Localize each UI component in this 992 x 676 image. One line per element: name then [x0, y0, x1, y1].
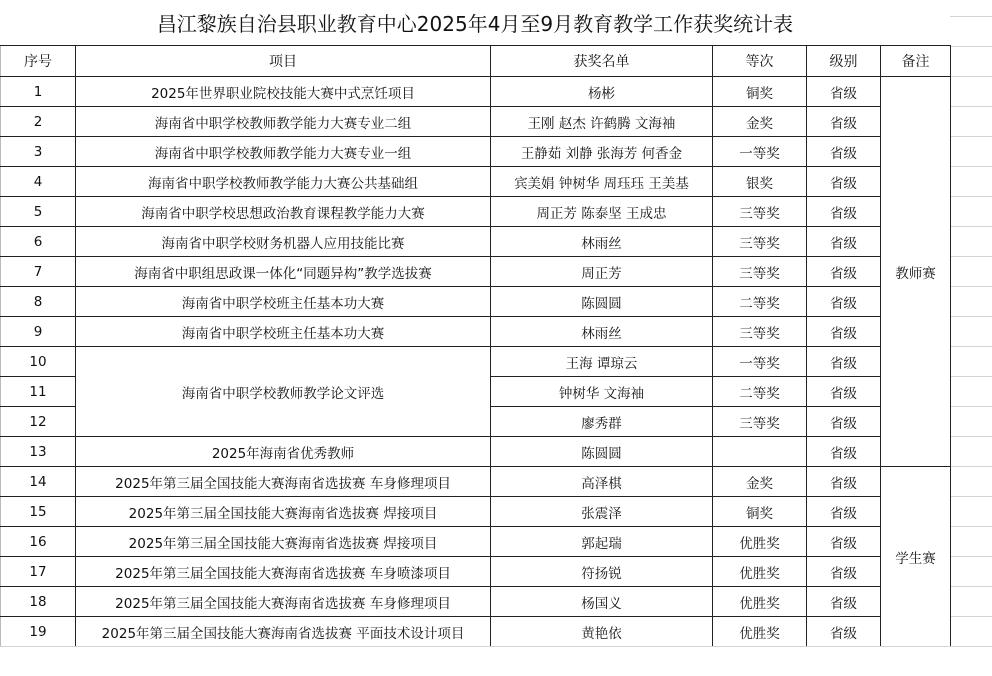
project-cell[interactable]: 2025年第三届全国技能大赛海南省选拔赛 车身修理项目 — [76, 587, 491, 617]
row-number[interactable]: 1 — [1, 77, 76, 107]
remark-student[interactable]: 学生赛 — [881, 467, 951, 647]
row-number[interactable]: 3 — [1, 137, 76, 167]
level-cell[interactable]: 省级 — [807, 287, 881, 317]
header-project[interactable]: 项目 — [76, 46, 491, 77]
row-number[interactable]: 4 — [1, 167, 76, 197]
table-row — [1, 167, 951, 197]
rank-cell[interactable]: 二等奖 — [713, 377, 807, 407]
header-no[interactable]: 序号 — [1, 46, 76, 77]
table-row — [1, 77, 951, 107]
header-level[interactable]: 级别 — [807, 46, 881, 77]
award-names-cell[interactable]: 宾美娟 钟树华 周珏珏 王美基 — [491, 167, 713, 197]
table-row — [1, 227, 951, 257]
award-names-cell[interactable]: 林雨丝 — [491, 227, 713, 257]
header-names[interactable]: 获奖名单 — [491, 46, 713, 77]
award-names-cell[interactable]: 王刚 赵杰 许鹤腾 文海袖 — [491, 107, 713, 137]
project-cell[interactable]: 2025年第三届全国技能大赛海南省选拔赛 车身喷漆项目 — [76, 557, 491, 587]
rank-cell[interactable]: 一等奖 — [713, 137, 807, 167]
rank-cell[interactable]: 优胜奖 — [713, 557, 807, 587]
level-cell[interactable]: 省级 — [807, 467, 881, 497]
row-number[interactable]: 8 — [1, 287, 76, 317]
project-cell[interactable]: 海南省中职学校班主任基本功大赛 — [76, 317, 491, 347]
row-number[interactable]: 19 — [1, 617, 76, 647]
level-cell[interactable]: 省级 — [807, 377, 881, 407]
level-cell[interactable]: 省级 — [807, 557, 881, 587]
level-cell[interactable]: 省级 — [807, 227, 881, 257]
row-number[interactable]: 12 — [1, 407, 76, 437]
project-cell[interactable]: 海南省中职学校财务机器人应用技能比赛 — [76, 227, 491, 257]
table-row — [1, 467, 951, 497]
level-cell[interactable]: 省级 — [807, 107, 881, 137]
award-names-cell[interactable]: 王静茹 刘静 张海芳 何香金 — [491, 137, 713, 167]
award-names-cell[interactable]: 廖秀群 — [491, 407, 713, 437]
header-remark[interactable]: 备注 — [881, 46, 951, 77]
project-cell[interactable]: 海南省中职组思政课一体化“同题异构”教学选拔赛 — [76, 257, 491, 287]
table-row — [1, 437, 951, 467]
row-number[interactable]: 15 — [1, 497, 76, 527]
rank-cell[interactable]: 三等奖 — [713, 317, 807, 347]
award-names-cell[interactable]: 钟树华 文海袖 — [491, 377, 713, 407]
award-names-cell[interactable]: 郭起瑞 — [491, 527, 713, 557]
table-row — [1, 497, 951, 527]
project-cell[interactable]: 海南省中职学校思想政治教育课程教学能力大赛 — [76, 197, 491, 227]
award-names-cell[interactable]: 周正芳 — [491, 257, 713, 287]
empty-row — [0, 646, 992, 676]
row-number[interactable]: 18 — [1, 587, 76, 617]
award-names-cell[interactable]: 陈圆圆 — [491, 437, 713, 467]
rank-cell[interactable]: 金奖 — [713, 467, 807, 497]
row-number[interactable]: 6 — [1, 227, 76, 257]
level-cell[interactable]: 省级 — [807, 527, 881, 557]
level-cell[interactable]: 省级 — [807, 587, 881, 617]
award-names-cell[interactable]: 高泽棋 — [491, 467, 713, 497]
rank-cell[interactable] — [713, 437, 807, 467]
project-cell[interactable]: 海南省中职学校班主任基本功大赛 — [76, 287, 491, 317]
project-cell[interactable]: 2025年世界职业院校技能大赛中式烹饪项目 — [76, 77, 491, 107]
row-number[interactable]: 13 — [1, 437, 76, 467]
table-row — [1, 557, 951, 587]
rank-cell[interactable]: 二等奖 — [713, 287, 807, 317]
row-number[interactable]: 17 — [1, 557, 76, 587]
row-number[interactable]: 10 — [1, 347, 76, 377]
level-cell[interactable]: 省级 — [807, 317, 881, 347]
row-number[interactable]: 7 — [1, 257, 76, 287]
row-number[interactable]: 5 — [1, 197, 76, 227]
project-cell[interactable]: 2025年海南省优秀教师 — [76, 437, 491, 467]
project-cell[interactable]: 2025年第三届全国技能大赛海南省选拔赛 焊接项目 — [76, 497, 491, 527]
level-cell[interactable]: 省级 — [807, 407, 881, 437]
rank-cell[interactable]: 优胜奖 — [713, 617, 807, 647]
level-cell[interactable]: 省级 — [807, 347, 881, 377]
header-rank[interactable]: 等次 — [713, 46, 807, 77]
project-cell[interactable]: 海南省中职学校教师教学论文评选 — [76, 347, 491, 437]
row-number[interactable]: 14 — [1, 467, 76, 497]
table-row — [1, 617, 951, 647]
table-row — [1, 587, 951, 617]
header-row — [1, 46, 951, 77]
project-cell[interactable]: 海南省中职学校教师教学能力大赛专业一组 — [76, 137, 491, 167]
rank-cell[interactable]: 优胜奖 — [713, 527, 807, 557]
row-number[interactable]: 11 — [1, 377, 76, 407]
table-row — [1, 197, 951, 227]
table-row — [1, 527, 951, 557]
award-names-cell[interactable]: 杨国义 — [491, 587, 713, 617]
rank-cell[interactable]: 铜奖 — [713, 77, 807, 107]
rank-cell[interactable]: 铜奖 — [713, 497, 807, 527]
table-row — [1, 287, 951, 317]
award-names-cell[interactable]: 林雨丝 — [491, 317, 713, 347]
level-cell[interactable]: 省级 — [807, 497, 881, 527]
level-cell[interactable]: 省级 — [807, 167, 881, 197]
award-names-cell[interactable]: 陈圆圆 — [491, 287, 713, 317]
rank-cell[interactable]: 三等奖 — [713, 197, 807, 227]
award-names-cell[interactable]: 杨彬 — [491, 77, 713, 107]
award-names-cell[interactable]: 王海 谭琼云 — [491, 347, 713, 377]
row-number[interactable]: 2 — [1, 107, 76, 137]
award-names-cell[interactable]: 周正芳 陈泰坚 王成忠 — [491, 197, 713, 227]
award-names-cell[interactable]: 符扬锐 — [491, 557, 713, 587]
rank-cell[interactable]: 金奖 — [713, 107, 807, 137]
table-row — [1, 347, 951, 377]
rank-cell[interactable]: 银奖 — [713, 167, 807, 197]
table-row — [1, 257, 951, 287]
level-cell[interactable]: 省级 — [807, 437, 881, 467]
project-cell[interactable]: 海南省中职学校教师教学能力大赛专业二组 — [76, 107, 491, 137]
rank-cell[interactable]: 优胜奖 — [713, 587, 807, 617]
empty-grid-column — [950, 0, 992, 675]
table-row — [1, 317, 951, 347]
rank-cell[interactable]: 三等奖 — [713, 257, 807, 287]
award-names-cell[interactable]: 黄艳依 — [491, 617, 713, 647]
level-cell[interactable]: 省级 — [807, 257, 881, 287]
level-cell[interactable]: 省级 — [807, 77, 881, 107]
row-number[interactable]: 16 — [1, 527, 76, 557]
level-cell[interactable]: 省级 — [807, 617, 881, 647]
sheet-title: 昌江黎族自治县职业教育中心2025年4月至9月教育教学工作获奖统计表 — [0, 0, 950, 46]
remark-teacher[interactable]: 教师赛 — [881, 77, 951, 467]
row-number[interactable]: 9 — [1, 317, 76, 347]
table-row — [1, 137, 951, 167]
project-cell[interactable]: 2025年第三届全国技能大赛海南省选拔赛 平面技术设计项目 — [76, 617, 491, 647]
project-cell[interactable]: 2025年第三届全国技能大赛海南省选拔赛 焊接项目 — [76, 527, 491, 557]
award-names-cell[interactable]: 张震泽 — [491, 497, 713, 527]
awards-table — [0, 45, 951, 647]
level-cell[interactable]: 省级 — [807, 137, 881, 167]
level-cell[interactable]: 省级 — [807, 197, 881, 227]
rank-cell[interactable]: 三等奖 — [713, 407, 807, 437]
table-row — [1, 107, 951, 137]
project-cell[interactable]: 2025年第三届全国技能大赛海南省选拔赛 车身修理项目 — [76, 467, 491, 497]
rank-cell[interactable]: 一等奖 — [713, 347, 807, 377]
rank-cell[interactable]: 三等奖 — [713, 227, 807, 257]
project-cell[interactable]: 海南省中职学校教师教学能力大赛公共基础组 — [76, 167, 491, 197]
